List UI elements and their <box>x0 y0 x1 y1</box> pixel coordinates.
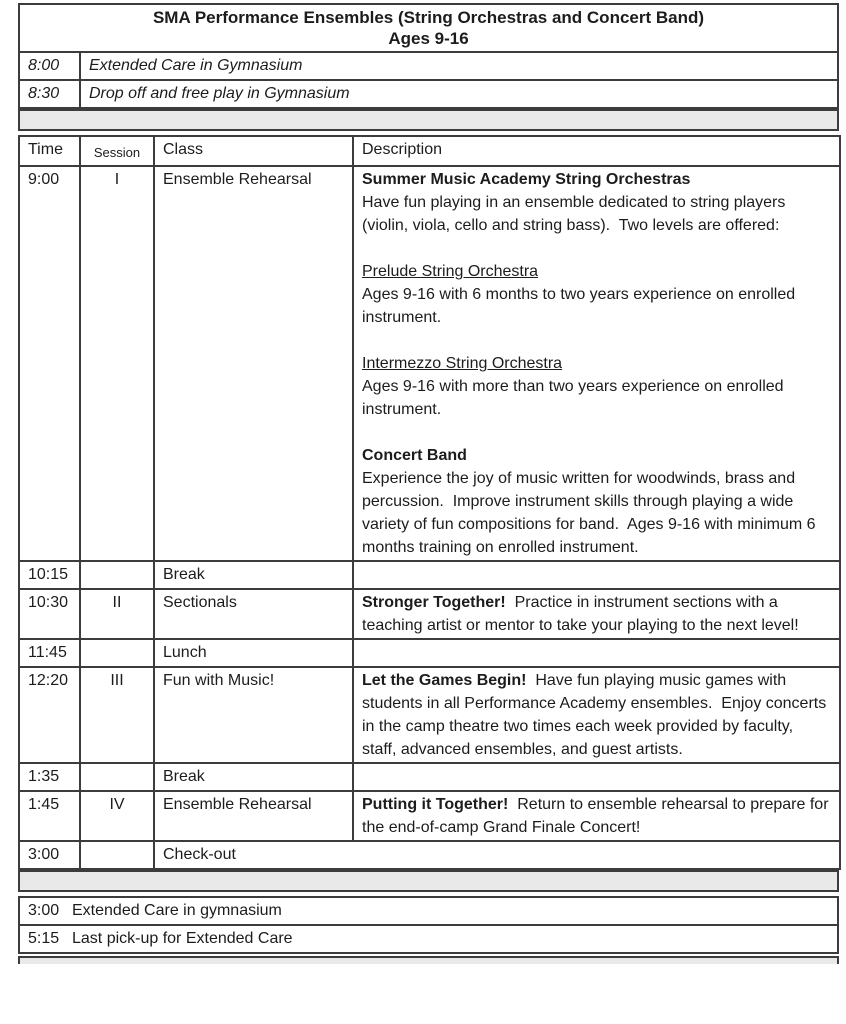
description-cell <box>353 667 840 763</box>
description-paragraph: Have fun playing in an ensemble dedicated to string players (violin, viola, cello and string bass). Two levels are offered: <box>362 194 790 234</box>
title-row <box>19 4 838 52</box>
description-cell <box>353 791 840 841</box>
late-care-row-2 <box>19 925 838 953</box>
description-paragraph: Stronger Together! Practice in instrument sections with a teaching artist or mentor to take your playing to the next level! <box>362 594 799 634</box>
schedule-row <box>19 667 840 763</box>
time-cell: 1:45 <box>19 791 80 841</box>
early-care-time: 8:30 <box>19 80 80 108</box>
header-time: Time <box>19 136 80 166</box>
session-cell <box>80 639 154 667</box>
title-line-2: Ages 9-16 <box>388 29 469 48</box>
class-cell: Break <box>154 763 353 791</box>
late-care-row-1 <box>19 897 838 925</box>
description-paragraph <box>362 237 831 260</box>
late-care-entry <box>19 925 838 953</box>
header-session: Session <box>80 136 154 166</box>
class-cell: Lunch <box>154 639 353 667</box>
header-class: Class <box>154 136 353 166</box>
time-cell: 11:45 <box>19 639 80 667</box>
header-description: Description <box>353 136 840 166</box>
description-paragraph: Let the Games Begin! Have fun playing music games with students in all Performance Academy ensembles. Enjoy concerts in the camp theatre two times each week provided by faculty, staff, advanced ensembles, and guest artists. <box>362 672 831 758</box>
time-cell: 10:30 <box>19 589 80 639</box>
document-title <box>19 4 838 52</box>
description-cell <box>353 561 840 589</box>
time-cell: 1:35 <box>19 763 80 791</box>
description-paragraph <box>362 329 831 352</box>
session-cell: I <box>80 166 154 561</box>
separator-band-top <box>18 109 839 131</box>
schedule-header-row <box>19 136 840 166</box>
separator-band-bottom <box>18 870 839 892</box>
description-cell <box>353 589 840 639</box>
description-paragraph: Experience the joy of music written for woodwinds, brass and percussion. Improve instrument skills through playing a wide variety of fun compositions for band. Ages 9-16 with minimum 6 months training on enrolled instrument. <box>362 470 820 556</box>
class-cell: Break <box>154 561 353 589</box>
early-care-row-1 <box>19 52 838 80</box>
schedule-row <box>19 589 840 639</box>
time-cell: 10:15 <box>19 561 80 589</box>
session-cell <box>80 561 154 589</box>
late-care-time: 5:15 <box>28 930 60 947</box>
time-cell: 3:00 <box>19 841 80 869</box>
late-care-label: Last pick-up for Extended Care <box>72 930 293 947</box>
separator-band-cutoff <box>18 956 839 964</box>
early-care-row-2 <box>19 80 838 108</box>
schedule-table <box>18 135 841 870</box>
class-cell: Ensemble Rehearsal <box>154 166 353 561</box>
description-paragraph: Ages 9-16 with more than two years experience on enrolled instrument. <box>362 378 789 418</box>
early-care-time: 8:00 <box>19 52 80 80</box>
early-care-label: Extended Care in Gymnasium <box>80 52 838 80</box>
description-paragraph: Ages 9-16 with 6 months to two years experience on enrolled instrument. <box>362 286 800 326</box>
early-care-label: Drop off and free play in Gymnasium <box>80 80 838 108</box>
schedule-row <box>19 791 840 841</box>
session-cell: IV <box>80 791 154 841</box>
description-paragraph: Intermezzo String Orchestra <box>362 355 563 372</box>
session-cell: III <box>80 667 154 763</box>
top-section-table <box>18 3 839 109</box>
description-cell <box>353 166 840 561</box>
late-care-label: Extended Care in gymnasium <box>72 902 282 919</box>
description-cell <box>353 763 840 791</box>
class-cell: Sectionals <box>154 589 353 639</box>
description-paragraph <box>362 421 831 444</box>
description-paragraph: Prelude String Orchestra <box>362 263 539 280</box>
description-paragraph: Putting it Together! Return to ensemble rehearsal to prepare for the end-of-camp Grand Finale Concert! <box>362 796 833 836</box>
title-line-1: SMA Performance Ensembles (String Orchestras and Concert Band) <box>152 8 705 27</box>
time-cell: 9:00 <box>19 166 80 561</box>
class-cell: Ensemble Rehearsal <box>154 791 353 841</box>
schedule-row <box>19 763 840 791</box>
description-cell <box>353 639 840 667</box>
time-cell: 12:20 <box>19 667 80 763</box>
description-paragraph: Concert Band <box>362 447 467 464</box>
class-cell: Fun with Music! <box>154 667 353 763</box>
late-care-time: 3:00 <box>28 902 60 919</box>
description-paragraph: Summer Music Academy String Orchestras <box>362 171 691 188</box>
schedule-row <box>19 561 840 589</box>
schedule-row <box>19 841 840 869</box>
session-cell <box>80 763 154 791</box>
late-care-table <box>18 896 839 954</box>
late-care-entry <box>19 897 838 925</box>
schedule-row <box>19 166 840 561</box>
session-cell <box>80 841 154 869</box>
schedule-row <box>19 639 840 667</box>
session-cell: II <box>80 589 154 639</box>
class-cell: Check-out <box>154 841 840 869</box>
